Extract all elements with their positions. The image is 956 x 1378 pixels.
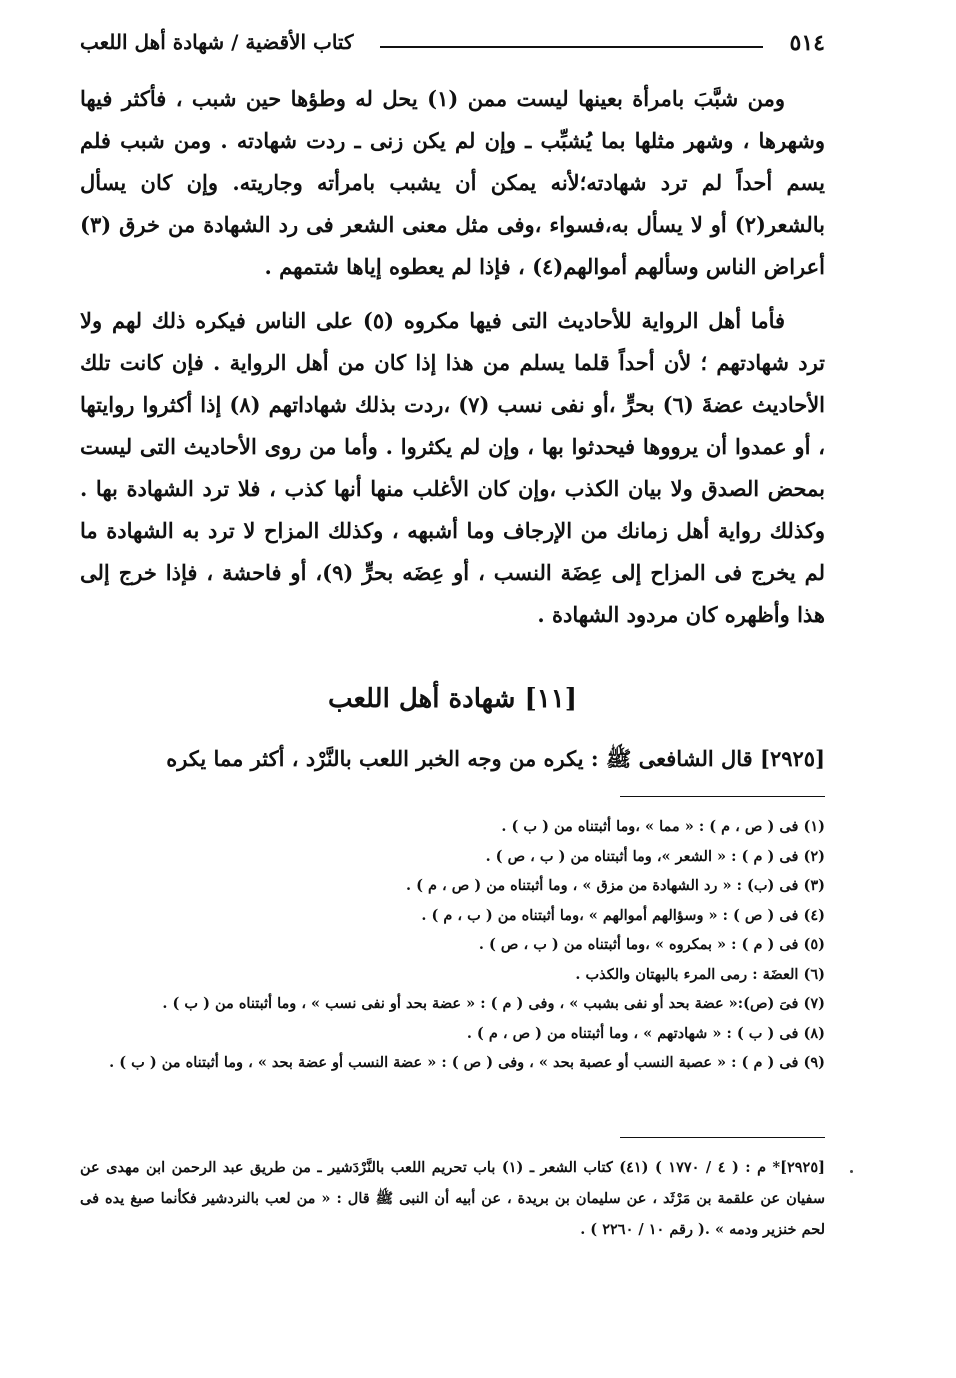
paragraph: فأما أهل الرواية للأحاديث التى فيها مكروه (٥) على الناس فيكره ذلك لهم ولا ترد شهادتهم ؛ لأن أحداً قلما يسلم من هذا إذا كان من أهل الرواية . فإن كانت تلك الأحاديث عضةَ (٦) بحرٍّ ،أو نفى نسب (٧) ،ردت بذلك شهاداتهم (٨) إذا أكثروا روايتها ، أو عمدوا أن يرووها فيحدثوا بها ، وإن لم يكثروا . وأما من روى الأحاديث التى ليست بمحض الصدق ولا بيان الكذب ،وإن كان الأغلب منها أنها كذب ، فلا ترد الشهادة بها . وكذلك رواية أهل زمانك من الإرجاف وما أشبهه ، وكذلك المزاح لا ترد به الشهادة ما لم يخرج فى المزاح إلى عِضَة النسب ، أو عِضَه بحرٍّ (٩)، أو فاحشة ، فإذا خرج إلى هذا وأظهره كان مردود الشهادة . bbox=[80, 308, 826, 627]
page-number: ٥١٤ bbox=[789, 30, 825, 56]
header-rule bbox=[380, 46, 763, 48]
footnote: (٩) فى ( م ) : « عصبة النسب أو عصبة بحد » ، وفى ( ص ) : « عضة النسب أو عضة بحد » ، وما أثبتناه من ( ب ) . bbox=[109, 1054, 825, 1071]
footnote: (٧) فىَ (ص):« عضة بحد أو نفى بشبب » ، وفى ( م ) : « عضة بحد أو نفى نسب » ، وما أثبتناه من ( ب ) . bbox=[162, 995, 825, 1012]
footnote: (٥) فى ( م ) : « بمكروه » ،وما أثبتناه من ( ب ، ص ) . bbox=[478, 936, 825, 953]
footnote: (٦) العضَة : رمى المرء بالبهتان والكذب . bbox=[575, 965, 825, 983]
main-text bbox=[80, 78, 825, 648]
footnote: (٨) فى ( ب ) : « شهادتهم » ، وما أثبتناه من ( ص ، م ) . bbox=[466, 1024, 825, 1042]
source-note: [٢٩٢٥]* م : ( ٤ / ١٧٧٠ ) (٤١) كتاب الشعر ـ (١) باب تحريم اللعب بالنَّرْدَشير ـ من طريق عبد الرحمن ابن مهدى عن سفيان عن علقمة بن مَرْثَد ، عن سليمان بن بريدة ، عن أبيه أن النبى ﷺ قال : « من لعب بالنردشير فكأنما صبغ يده فى لحم خنزير ودمه » .( رقم ١٠ / ٢٢٦٠ ) . bbox=[80, 1159, 826, 1238]
running-header bbox=[80, 30, 825, 64]
footnote: (٣) فى (ب) : « رد الشهادة من مزق » ، وما أثبتناه من ( ص ، م ) . bbox=[406, 877, 825, 894]
source-rule bbox=[620, 1137, 825, 1138]
paragraph: ومن شبَّبَ بامرأة بعينها ليست ممن (١) يحل له وطؤها حين شبب ، فأكثر فيها وشهرها ، وشهر مثلها بما يُشبِّب ـ وإن لم يكن زنى ـ ردت شهادته . ومن شبب فلم يسم أحداً لم ترد شهادته؛لأنه يمكن أن يشبب بامرأته وجاريته. وإن كان يسأل بالشعر(٢) أو لا يسأل به،فسواء ،وفى مثل معنى الشعر فى رد الشهادة من خرق (٣) أعراض الناس وسألهم أموالهم(٤) ، فإذا لم يعطوه إياها شتمهم . bbox=[80, 86, 826, 279]
footnote-rule bbox=[620, 796, 825, 797]
footnotes bbox=[80, 812, 825, 1078]
footnote: (٢) فى ( م ) : « الشعر »، وما أثبتناه من ( ب ، ص ) . bbox=[485, 847, 825, 865]
section-heading: [١١] شهادة أهل اللعب bbox=[327, 684, 578, 714]
item-number: [٢٩٢٥] bbox=[760, 746, 825, 771]
scan-speck bbox=[850, 1170, 853, 1173]
lead-text: قال الشافعى ﷺ : يكره من وجه الخبر اللعب بالنَّرْد ، أكثر مما يكره bbox=[166, 746, 753, 771]
running-title: كتاب الأقضية / شهادة أهل اللعب bbox=[80, 30, 354, 54]
footnote: (٤) فى ( ص ) : « وسؤالهم أموالهم » ،وما أثبتناه من ( ب ، م ) . bbox=[421, 906, 825, 924]
section-lead-line bbox=[80, 738, 825, 780]
footnote: (١) فى ( ص ، م ) : « مما » ،وما أثبتناه من ( ب ) . bbox=[501, 818, 825, 835]
